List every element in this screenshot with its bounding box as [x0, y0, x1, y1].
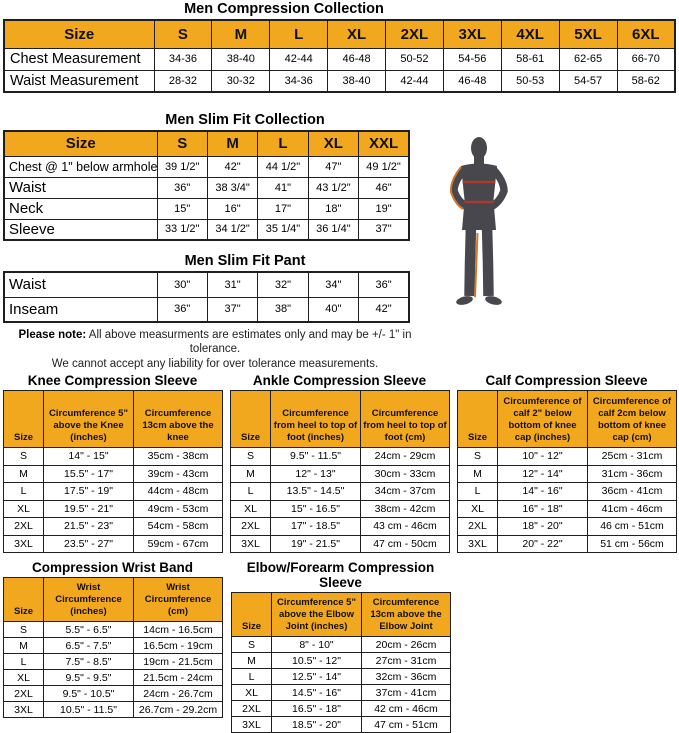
- cell-value: 32": [258, 272, 308, 297]
- cell-value: 36cm - 41cm: [588, 483, 677, 501]
- cell-value: 19.5" - 21": [44, 500, 134, 518]
- cell-value: 31": [207, 272, 257, 297]
- cell-value: 38-40: [212, 48, 270, 70]
- cell-value: 14.5" - 16": [272, 685, 362, 701]
- cell-value: 58-62: [617, 70, 675, 92]
- cell-value: 41cm - 46cm: [588, 500, 677, 518]
- cell-value: 17": [258, 198, 308, 219]
- cell-value: 49 1/2": [359, 156, 409, 177]
- size-cell: XL: [4, 500, 44, 518]
- note-line-2: We cannot accept any liability for over tolerance measurements.: [51, 357, 379, 370]
- column-header: S: [154, 20, 212, 48]
- table-row: [4, 500, 223, 518]
- table-row: [232, 637, 451, 653]
- cell-value: 37": [207, 297, 257, 322]
- table-title-ankle-sleeve: Ankle Compression Sleeve: [252, 373, 427, 389]
- cell-value: 51 cm - 56cm: [588, 535, 677, 553]
- cell-value: 19": [359, 198, 409, 219]
- cell-value: 16" - 18": [498, 500, 588, 518]
- cell-value: 23.5" - 27": [44, 535, 134, 553]
- cell-value: 44cm - 48cm: [134, 483, 223, 501]
- table-row: [4, 638, 223, 654]
- table-row: [232, 669, 451, 685]
- cell-value: 49cm - 53cm: [134, 500, 223, 518]
- size-cell: XL: [232, 685, 272, 701]
- table-row: [4, 156, 409, 177]
- men-slim-fit-table: [3, 130, 410, 241]
- cell-value: 40": [308, 297, 358, 322]
- table-row: [232, 701, 451, 717]
- row-label: Waist: [4, 272, 157, 297]
- cell-value: 25cm - 31cm: [588, 448, 677, 466]
- row-label: Chest Measurement: [4, 48, 154, 70]
- table-row: [4, 219, 409, 240]
- table-row: [4, 297, 409, 322]
- size-column-header: Size: [458, 391, 498, 448]
- wrist-band-table: [3, 577, 223, 718]
- table-row: [4, 702, 223, 718]
- cell-value: 66-70: [617, 48, 675, 70]
- size-cell: 3XL: [232, 717, 272, 733]
- cell-value: 10.5" - 12": [272, 653, 362, 669]
- table-row: [231, 465, 450, 483]
- table-row: [4, 198, 409, 219]
- table-row: [231, 448, 450, 466]
- cell-value: 46-48: [443, 70, 501, 92]
- elbow-sleeve-section: [231, 560, 450, 733]
- size-cell: M: [231, 465, 271, 483]
- size-cell: XL: [231, 500, 271, 518]
- size-cell: 2XL: [231, 518, 271, 536]
- cell-value: 15": [157, 198, 207, 219]
- size-cell: M: [4, 465, 44, 483]
- cell-value: 59cm - 67cm: [134, 535, 223, 553]
- ankle-sleeve-table: [230, 390, 450, 553]
- cell-value: 38 3/4": [207, 177, 257, 198]
- column-header: Circumference 13cm above the knee: [134, 391, 223, 448]
- size-cell: S: [232, 637, 272, 653]
- men-slim-fit-pant-table: [3, 271, 410, 323]
- cell-value: 43 1/2": [308, 177, 358, 198]
- size-column-header: Size: [4, 391, 44, 448]
- table-body: [4, 622, 223, 718]
- table-row: [4, 448, 223, 466]
- column-header: L: [270, 20, 328, 48]
- cell-value: 34 1/2": [207, 219, 257, 240]
- cell-value: 12.5" - 14": [272, 669, 362, 685]
- cell-value: 18.5" - 20": [272, 717, 362, 733]
- knee-sleeve-table: [3, 390, 223, 553]
- column-header: Circumference 13cm above the Elbow Joint: [362, 593, 451, 637]
- cell-value: 38cm - 42cm: [361, 500, 450, 518]
- table-body: [231, 448, 450, 553]
- cell-value: 15" - 16.5": [271, 500, 361, 518]
- size-cell: XL: [4, 670, 44, 686]
- size-cell: 2XL: [4, 518, 44, 536]
- cell-value: 30-32: [212, 70, 270, 92]
- cell-value: 46 cm - 51cm: [588, 518, 677, 536]
- cell-value: 14" - 15": [44, 448, 134, 466]
- cell-value: 14cm - 16.5cm: [134, 622, 223, 638]
- cell-value: 62-65: [559, 48, 617, 70]
- size-cell: S: [231, 448, 271, 466]
- cell-value: 16.5cm - 19cm: [134, 638, 223, 654]
- cell-value: 34-36: [154, 48, 212, 70]
- column-header: Circumference of calf 2cm below bottom of knee cap (cm): [588, 391, 677, 448]
- cell-value: 21.5cm - 24cm: [134, 670, 223, 686]
- figure-left-foot: [455, 295, 473, 307]
- cell-value: 35cm - 38cm: [134, 448, 223, 466]
- cell-value: 9.5" - 11.5": [271, 448, 361, 466]
- row-label: Inseam: [4, 297, 157, 322]
- table-title-men-slim-fit: Men Slim Fit Collection: [165, 112, 325, 128]
- cell-value: 36 1/4": [308, 219, 358, 240]
- table-row: [4, 535, 223, 553]
- cell-value: 30": [157, 272, 207, 297]
- column-header: XL: [308, 131, 358, 156]
- cell-value: 42-44: [270, 48, 328, 70]
- table-row: [231, 483, 450, 501]
- cell-value: 8" - 10": [272, 637, 362, 653]
- table-body: [4, 156, 409, 240]
- cell-value: 33 1/2": [157, 219, 207, 240]
- table-row: [4, 670, 223, 686]
- calf-sleeve-section: [457, 373, 676, 553]
- cell-value: 54-56: [443, 48, 501, 70]
- cell-value: 37": [359, 219, 409, 240]
- cell-value: 34-36: [270, 70, 328, 92]
- column-header: Circumference from heel to top of foot (inches): [271, 391, 361, 448]
- cell-value: 37cm - 41cm: [362, 685, 451, 701]
- ankle-sleeve-section: [230, 373, 449, 553]
- cell-value: 27cm - 31cm: [362, 653, 451, 669]
- row-label: Neck: [4, 198, 157, 219]
- table-row: [4, 686, 223, 702]
- header-row: [4, 131, 409, 156]
- column-header: Circumference 5" above the Elbow Joint (inches): [272, 593, 362, 637]
- table-row: [232, 685, 451, 701]
- table-row: [231, 518, 450, 536]
- size-cell: S: [458, 448, 498, 466]
- column-header: 3XL: [443, 20, 501, 48]
- cell-value: 30cm - 33cm: [361, 465, 450, 483]
- table-row: [4, 654, 223, 670]
- header-row: [232, 593, 451, 637]
- column-header: M: [212, 20, 270, 48]
- cell-value: 12" - 13": [271, 465, 361, 483]
- column-header: L: [258, 131, 308, 156]
- size-cell: L: [231, 483, 271, 501]
- table-row: [458, 483, 677, 501]
- table-row: [4, 465, 223, 483]
- tolerance-note: [0, 328, 430, 371]
- header-row: [458, 391, 677, 448]
- cell-value: 31cm - 36cm: [588, 465, 677, 483]
- knee-sleeve-section: [3, 373, 222, 553]
- row-label: Waist: [4, 177, 157, 198]
- header-row: [4, 578, 223, 622]
- cell-value: 20cm - 26cm: [362, 637, 451, 653]
- cell-value: 47 cm - 50cm: [361, 535, 450, 553]
- size-column-header: Size: [232, 593, 272, 637]
- table-row: [4, 48, 675, 70]
- size-column-header: Size: [4, 20, 154, 48]
- cell-value: 42-44: [386, 70, 444, 92]
- size-column-header: Size: [4, 578, 44, 622]
- cell-value: 42": [359, 297, 409, 322]
- cell-value: 38-40: [328, 70, 386, 92]
- cell-value: 58-61: [501, 48, 559, 70]
- table-row: [231, 500, 450, 518]
- column-header: Wrist Circumference (inches): [44, 578, 134, 622]
- cell-value: 44 1/2": [258, 156, 308, 177]
- elbow-sleeve-table: [231, 592, 451, 733]
- column-header: 2XL: [386, 20, 444, 48]
- table-title-men-compression: Men Compression Collection: [184, 1, 384, 17]
- size-column-header: Size: [4, 131, 157, 156]
- column-header: S: [157, 131, 207, 156]
- cell-value: 6.5" - 7.5": [44, 638, 134, 654]
- row-label: Sleeve: [4, 219, 157, 240]
- cell-value: 47": [308, 156, 358, 177]
- column-header: XL: [328, 20, 386, 48]
- table-row: [4, 622, 223, 638]
- size-cell: 2XL: [4, 686, 44, 702]
- size-cell: 3XL: [231, 535, 271, 553]
- figure-right-foot: [484, 295, 502, 307]
- header-row: [4, 391, 223, 448]
- wrist-band-section: [3, 560, 222, 733]
- table-row: [4, 518, 223, 536]
- cell-value: 34cm - 37cm: [361, 483, 450, 501]
- cell-value: 17" - 18.5": [271, 518, 361, 536]
- cell-value: 46-48: [328, 48, 386, 70]
- cell-value: 9.5" - 9.5": [44, 670, 134, 686]
- cell-value: 16": [207, 198, 257, 219]
- column-header: Circumference 5" above the Knee (inches): [44, 391, 134, 448]
- cell-value: 18": [308, 198, 358, 219]
- size-cell: L: [232, 669, 272, 685]
- cell-value: 21.5" - 23": [44, 518, 134, 536]
- column-header: 4XL: [501, 20, 559, 48]
- table-row: [232, 717, 451, 733]
- cell-value: 26.7cm - 29.2cm: [134, 702, 223, 718]
- cell-value: 38": [258, 297, 308, 322]
- table-row: [231, 535, 450, 553]
- column-header: Circumference of calf 2" below bottom of knee cap (inches): [498, 391, 588, 448]
- cell-value: 50-53: [501, 70, 559, 92]
- man-silhouette: [451, 137, 504, 306]
- size-cell: 2XL: [232, 701, 272, 717]
- size-column-header: Size: [231, 391, 271, 448]
- size-cell: M: [232, 653, 272, 669]
- table-row: [4, 177, 409, 198]
- column-header: Circumference from heel to top of foot (cm): [361, 391, 450, 448]
- row-label: Waist Measurement: [4, 70, 154, 92]
- calf-sleeve-table: [457, 390, 677, 553]
- cell-value: 24cm - 29cm: [361, 448, 450, 466]
- sleeve-tables-row: [3, 373, 676, 553]
- table-title-calf-sleeve: Calf Compression Sleeve: [485, 373, 648, 389]
- figure-torso: [461, 164, 497, 231]
- row-label: Chest @ 1" below armhole: [4, 156, 157, 177]
- table-row: [232, 653, 451, 669]
- cell-value: 10.5" - 11.5": [44, 702, 134, 718]
- table-row: [458, 448, 677, 466]
- table-body: [4, 448, 223, 553]
- size-cell: L: [458, 483, 498, 501]
- cell-value: 5.5" - 6.5": [44, 622, 134, 638]
- column-header: XXL: [359, 131, 409, 156]
- cell-value: 36": [157, 297, 207, 322]
- cell-value: 17.5" - 19": [44, 483, 134, 501]
- cell-value: 19cm - 21.5cm: [134, 654, 223, 670]
- size-cell: M: [4, 638, 44, 654]
- cell-value: 9.5" - 10.5": [44, 686, 134, 702]
- cell-value: 34": [308, 272, 358, 297]
- table-row: [4, 483, 223, 501]
- table-row: [458, 535, 677, 553]
- table-title-elbow-sleeve: Elbow/Forearm Compression Sleeve: [246, 560, 435, 591]
- note-line-1: [0, 328, 430, 357]
- cell-value: 24cm - 26.7cm: [134, 686, 223, 702]
- table-body: [4, 272, 409, 322]
- man-silhouette-figure: [447, 137, 513, 311]
- header-row: [231, 391, 450, 448]
- cell-value: 14" - 16": [498, 483, 588, 501]
- cell-value: 15.5" - 17": [44, 465, 134, 483]
- cell-value: 35 1/4": [258, 219, 308, 240]
- table-body: [4, 48, 675, 92]
- band-tables-row: [3, 560, 676, 733]
- cell-value: 47 cm - 51cm: [362, 717, 451, 733]
- cell-value: 13.5" - 14.5": [271, 483, 361, 501]
- cell-value: 12" - 14": [498, 465, 588, 483]
- table-row: [458, 500, 677, 518]
- cell-value: 39cm - 43cm: [134, 465, 223, 483]
- cell-value: 28-32: [154, 70, 212, 92]
- cell-value: 39 1/2": [157, 156, 207, 177]
- column-header: 6XL: [617, 20, 675, 48]
- table-title-wrist-band: Compression Wrist Band: [31, 560, 194, 576]
- cell-value: 41": [258, 177, 308, 198]
- size-cell: M: [458, 465, 498, 483]
- cell-value: 32cm - 36cm: [362, 669, 451, 685]
- cell-value: 36": [157, 177, 207, 198]
- table-row: [4, 272, 409, 297]
- column-header: M: [207, 131, 257, 156]
- cell-value: 42 cm - 46cm: [362, 701, 451, 717]
- cell-value: 42": [207, 156, 257, 177]
- cell-value: 7.5" - 8.5": [44, 654, 134, 670]
- table-title-men-slim-fit-pant: Men Slim Fit Pant: [184, 253, 306, 269]
- column-header: 5XL: [559, 20, 617, 48]
- note-text: All above measurments are estimates only and may be +/- 1" in tolerance.: [86, 329, 412, 356]
- column-header: Wrist Circumference (cm): [134, 578, 223, 622]
- table-title-knee-sleeve: Knee Compression Sleeve: [27, 373, 198, 389]
- size-cell: L: [4, 654, 44, 670]
- size-cell: 3XL: [4, 535, 44, 553]
- size-cell: 3XL: [4, 702, 44, 718]
- size-cell: S: [4, 448, 44, 466]
- figure-left-leg: [470, 225, 472, 296]
- header-row: [4, 20, 675, 48]
- note-prefix: Please note:: [18, 329, 87, 341]
- size-cell: XL: [458, 500, 498, 518]
- cell-value: 43 cm - 46cm: [361, 518, 450, 536]
- table-body: [458, 448, 677, 553]
- cell-value: 36": [359, 272, 409, 297]
- cell-value: 54-57: [559, 70, 617, 92]
- table-row: [4, 70, 675, 92]
- cell-value: 18" - 20": [498, 518, 588, 536]
- size-cell: L: [4, 483, 44, 501]
- cell-value: 10" - 12": [498, 448, 588, 466]
- cell-value: 50-52: [386, 48, 444, 70]
- cell-value: 16.5" - 18": [272, 701, 362, 717]
- cell-value: 54cm - 58cm: [134, 518, 223, 536]
- table-row: [458, 518, 677, 536]
- cell-value: 19" - 21.5": [271, 535, 361, 553]
- men-compression-table: [3, 19, 676, 93]
- figure-right-leg: [487, 225, 489, 296]
- table-body: [232, 637, 451, 733]
- cell-value: 20" - 22": [498, 535, 588, 553]
- size-cell: S: [4, 622, 44, 638]
- table-row: [458, 465, 677, 483]
- size-cell: 2XL: [458, 518, 498, 536]
- size-cell: 3XL: [458, 535, 498, 553]
- cell-value: 46": [359, 177, 409, 198]
